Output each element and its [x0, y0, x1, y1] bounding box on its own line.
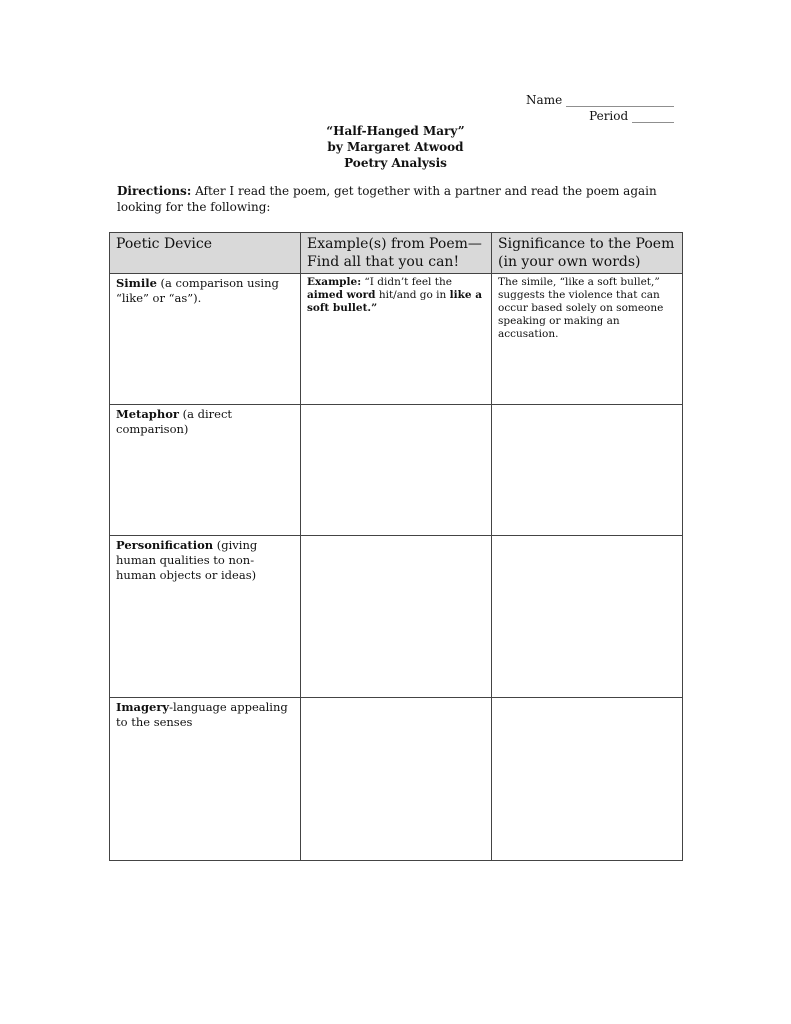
device-definition: (giving human qualities to non-human objects or ideas) [116, 538, 258, 582]
table-row [110, 274, 683, 405]
device-term: Metaphor [116, 407, 179, 421]
example-cell-personification[interactable] [301, 536, 492, 698]
document-title [0, 123, 791, 171]
device-cell-simile [110, 274, 301, 405]
example-text: “I didn’t feel the [361, 276, 452, 288]
device-term: Imagery [116, 700, 170, 714]
significance-cell-metaphor[interactable] [492, 405, 683, 536]
example-cell-imagery[interactable] [301, 698, 492, 861]
student-info-header [526, 92, 674, 124]
poem-title: “Half-Hanged Mary” [326, 124, 465, 138]
name-field-label: Name __________________ [526, 93, 674, 107]
header-significance: Significance to the Poem (in your own words) [492, 233, 683, 274]
header-examples: Example(s) from Poem—Find all that you can! [301, 233, 492, 274]
table-row [110, 405, 683, 536]
table-header-row [110, 233, 683, 274]
example-cell-simile[interactable] [301, 274, 492, 405]
table-row [110, 536, 683, 698]
device-cell-metaphor [110, 405, 301, 536]
table-row [110, 698, 683, 861]
directions-label: Directions: [117, 184, 192, 198]
example-text: hit/and go in [375, 289, 450, 301]
device-definition: (a direct comparison) [116, 407, 233, 436]
worksheet-subtitle: Poetry Analysis [344, 156, 447, 170]
poetry-analysis-table [109, 232, 683, 861]
directions-paragraph [117, 183, 677, 215]
directions-text: After I read the poem, get together with a partner and read the poem again looking for the following: [117, 184, 657, 214]
device-term: Simile [116, 276, 157, 290]
significance-cell-simile[interactable]: The simile, “like a soft bullet,” suggests the violence that can occur based solely on someone speaking or making an accusation. [492, 274, 683, 405]
example-label: Example: [307, 276, 362, 288]
device-cell-imagery [110, 698, 301, 861]
example-highlight: like a soft bullet.” [307, 289, 483, 314]
significance-cell-imagery[interactable] [492, 698, 683, 861]
poem-author: by Margaret Atwood [327, 140, 464, 154]
example-highlight: aimed word [307, 289, 376, 301]
header-poetic-device: Poetic Device [110, 233, 301, 274]
example-cell-metaphor[interactable] [301, 405, 492, 536]
device-definition: (a comparison using “like” or “as”). [116, 276, 279, 305]
device-term: Personification [116, 538, 214, 552]
device-definition: -language appealing to the senses [116, 700, 288, 729]
significance-cell-personification[interactable] [492, 536, 683, 698]
device-cell-personification [110, 536, 301, 698]
period-field-label: Period _______ [589, 109, 674, 123]
